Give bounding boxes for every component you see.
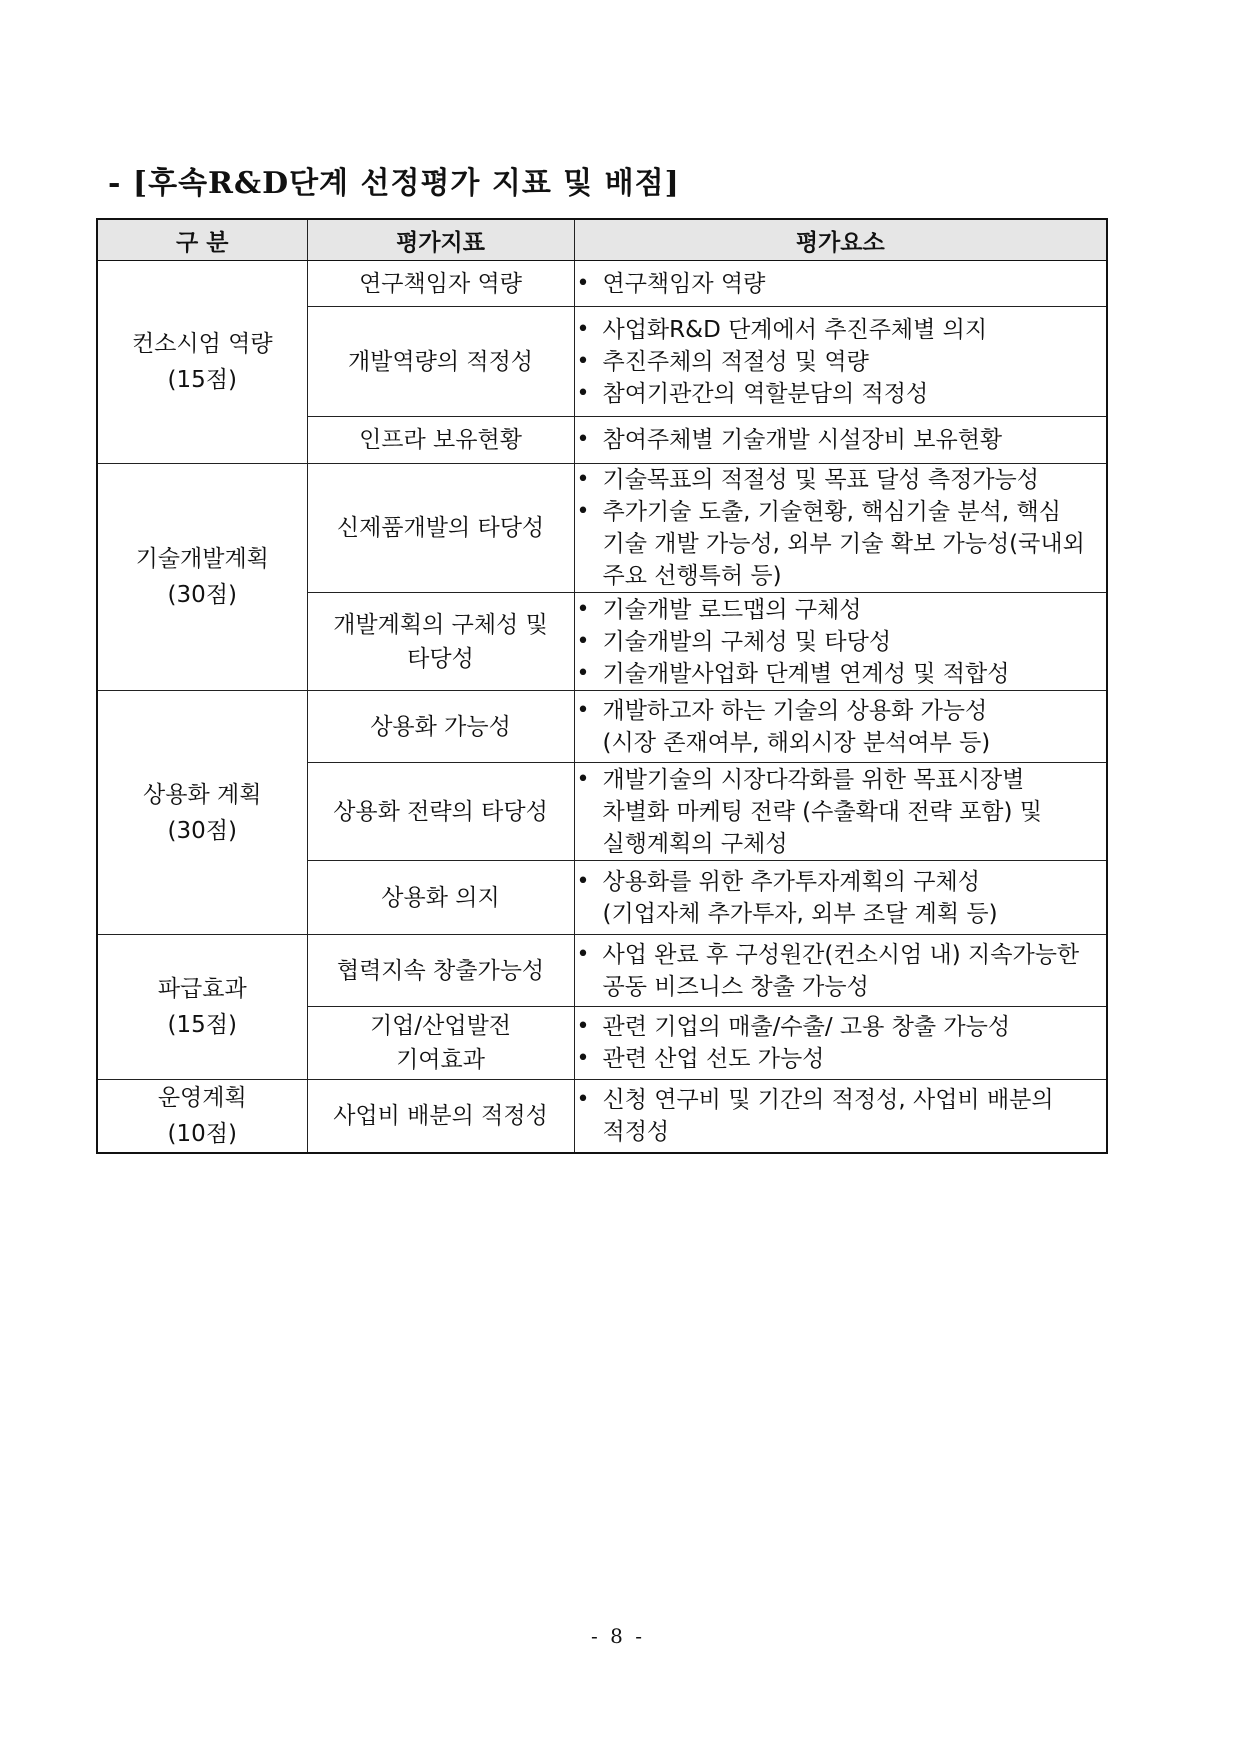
indicator-text: 개발계획의 구체성 및 [333, 611, 548, 638]
element-text: • 사업 완료 후 구성원간(컨소시엄 내) 지속가능한 [602, 941, 1080, 968]
elements-cell [574, 1007, 1107, 1080]
element-list [575, 1084, 1107, 1148]
category-points: (30점) [167, 817, 237, 844]
element-text: • 기술개발사업화 단계별 연계성 및 적합성 [602, 660, 1010, 687]
category-name: 컨소시엄 역량 [131, 331, 273, 357]
element-text: • 기술개발 로드맵의 구체성 [602, 596, 862, 623]
indicator-text: 사업비 배분의 적정성 [333, 1103, 548, 1129]
element-text: (기업자체 추가투자, 외부 조달 계획 등) [602, 900, 998, 927]
table-row [97, 464, 1107, 593]
category-cell [97, 691, 307, 935]
indicator-cell [307, 464, 574, 593]
indicator-cell [307, 935, 574, 1007]
element-list [575, 268, 1107, 300]
list-item [575, 1011, 1107, 1043]
indicator-text: 상용화 의지 [381, 884, 500, 911]
category-name: 기술개발계획 [135, 546, 269, 572]
elements-cell [574, 935, 1107, 1007]
element-text: 기술 개발 가능성, 외부 기술 확보 가능성(국내외 [602, 531, 1085, 557]
element-text: • 추진주체의 적절성 및 역량 [602, 348, 869, 375]
elements-cell [574, 1080, 1107, 1154]
element-list [575, 594, 1107, 690]
indicator-text: 신제품개발의 타당성 [336, 515, 545, 541]
element-text: • 상용화를 위한 추가투자계획의 구체성 [602, 868, 980, 895]
header-category: 구 분 [97, 219, 307, 261]
element-text: • 사업화R&D 단계에서 추진주체별 의지 [602, 316, 988, 343]
list-item [575, 496, 1107, 592]
indicator-cell [307, 861, 574, 935]
indicator-text: 인프라 보유현황 [359, 427, 522, 453]
header-elements: 평가요소 [574, 219, 1107, 261]
indicator-cell [307, 261, 574, 307]
indicator-cell [307, 417, 574, 464]
indicator-text: 상용화 전략의 타당성 [333, 798, 548, 825]
list-item [575, 378, 1107, 410]
list-item [575, 658, 1107, 690]
indicator-text: 기여효과 [396, 1047, 485, 1073]
element-list [575, 695, 1107, 759]
element-text: • 기술목표의 적절성 및 목표 달성 측정가능성 [602, 467, 1039, 493]
page-number: - 8 - [591, 1624, 645, 1648]
element-text: • 추가기술 도출, 기술현황, 핵심기술 분석, 핵심 [602, 499, 1061, 525]
element-text: • 관련 기업의 매출/수출/ 고용 창출 가능성 [602, 1014, 1011, 1040]
element-text: (시장 존재여부, 해외시장 분석여부 등) [602, 729, 991, 756]
list-item [575, 314, 1107, 346]
list-item [575, 764, 1107, 860]
element-text: 적정성 [602, 1119, 670, 1145]
category-points: (30점) [167, 582, 237, 608]
element-list [575, 866, 1107, 930]
indicator-text: 개발역량의 적정성 [347, 348, 534, 375]
indicator-cell [307, 763, 574, 861]
element-list [575, 464, 1107, 592]
element-text: • 기술개발의 구체성 및 타당성 [602, 628, 892, 655]
indicator-text: 상용화 가능성 [370, 713, 511, 740]
element-list [575, 1011, 1107, 1075]
element-text: • 관련 산업 선도 가능성 [602, 1046, 825, 1072]
list-item [575, 424, 1107, 456]
elements-cell [574, 261, 1107, 307]
list-item [575, 268, 1107, 300]
indicator-cell [307, 593, 574, 691]
indicator-cell [307, 691, 574, 763]
page-title: - [후속R&D단계 선정평가 지표 및 배점] [108, 166, 680, 201]
category-name: 운영계획 [157, 1085, 247, 1111]
elements-cell [574, 593, 1107, 691]
evaluation-table [96, 218, 1108, 1154]
elements-cell [574, 763, 1107, 861]
element-list [575, 314, 1107, 410]
table-row [97, 691, 1107, 763]
indicator-cell [307, 1080, 574, 1154]
element-text: 공동 비즈니스 창출 가능성 [602, 973, 869, 1000]
list-item [575, 594, 1107, 626]
element-list [575, 764, 1107, 860]
indicator-text: 협력지속 창출가능성 [336, 957, 545, 984]
elements-cell [574, 861, 1107, 935]
list-item [575, 346, 1107, 378]
header-indicator: 평가지표 [307, 219, 574, 261]
elements-cell [574, 691, 1107, 763]
category-cell [97, 1080, 307, 1154]
indicator-text: 연구책임자 역량 [359, 270, 522, 297]
elements-cell [574, 307, 1107, 417]
element-text: 주요 선행특허 등) [602, 563, 782, 589]
element-text: • 참여기관간의 역할분담의 적정성 [602, 380, 929, 407]
list-item [575, 1043, 1107, 1075]
element-text: 차별화 마케팅 전략 (수출확대 전략 포함) 및 [602, 798, 1043, 825]
element-list [575, 424, 1107, 456]
indicator-text: 기업/산업발전 [369, 1013, 512, 1039]
indicator-text: 타당성 [407, 645, 474, 672]
indicator-cell [307, 307, 574, 417]
table-row [97, 1080, 1107, 1154]
indicator-cell [307, 1007, 574, 1080]
category-name: 파급효과 [157, 976, 247, 1002]
element-list [575, 939, 1107, 1003]
category-points: (10점) [167, 1121, 237, 1147]
category-points: (15점) [167, 367, 237, 393]
list-item [575, 464, 1107, 496]
table-row [97, 935, 1107, 1007]
elements-cell [574, 417, 1107, 464]
element-text: • 참여주체별 기술개발 시설장비 보유현황 [602, 427, 1003, 453]
elements-cell [574, 464, 1107, 593]
table-header-row [97, 219, 1107, 261]
table-row [97, 261, 1107, 307]
category-cell [97, 261, 307, 464]
table-body [97, 261, 1107, 1154]
element-text: • 개발하고자 하는 기술의 상용화 가능성 [602, 697, 988, 724]
category-points: (15점) [167, 1012, 237, 1038]
element-text: • 신청 연구비 및 기간의 적정성, 사업비 배분의 [602, 1087, 1054, 1113]
category-cell [97, 464, 307, 691]
list-item [575, 939, 1107, 1003]
list-item [575, 695, 1107, 759]
list-item [575, 866, 1107, 930]
list-item [575, 626, 1107, 658]
element-text: • 개발기술의 시장다각화를 위한 목표시장별 [602, 766, 1025, 793]
category-cell [97, 935, 307, 1080]
category-name: 상용화 계획 [143, 781, 262, 808]
element-text: 실행계획의 구체성 [602, 830, 788, 857]
element-text: • 연구책임자 역량 [602, 270, 766, 297]
list-item [575, 1084, 1107, 1148]
